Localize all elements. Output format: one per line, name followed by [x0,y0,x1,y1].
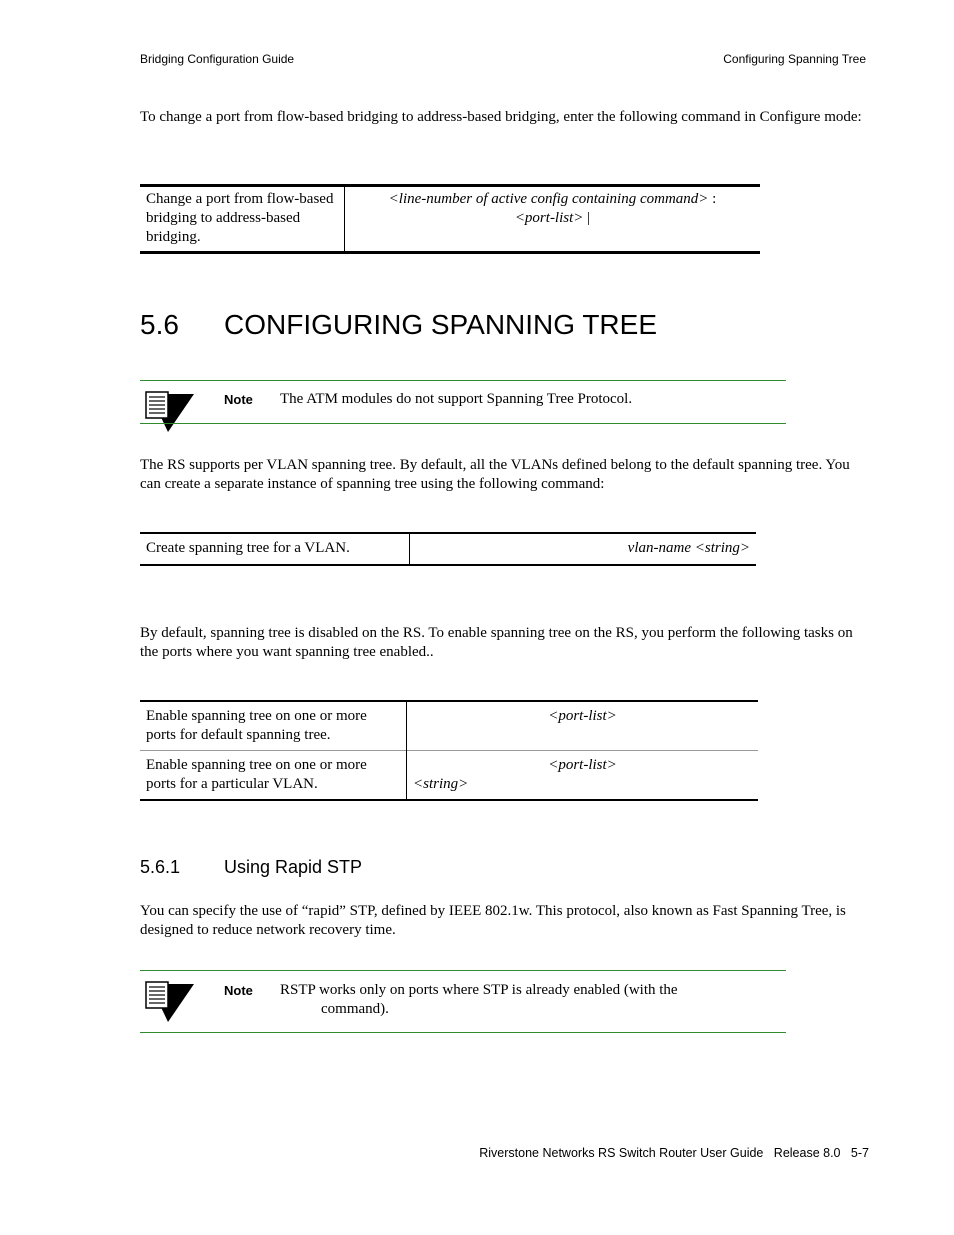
note-rule-top [140,970,786,971]
command-syntax [407,751,759,801]
rapid-stp-paragraph: You can specify the use of “rapid” STP, defined by IEEE 802.1w. This protocol, also known as Fast Spanning Tree, is designed to reduce network recovery time. [140,903,846,938]
enable-stp-paragraph: By default, spanning tree is disabled on the RS. To enable spanning tree on the RS, you perform the following tasks on the ports where you want spanning tree enabled.. [140,625,853,660]
vlan-spanning-paragraph: The RS supports per VLAN spanning tree. By default, all the VLANs defined belong to the default spanning tree. You can create a separate instance of spanning tree using the following command: [140,457,850,492]
section-heading [140,309,657,341]
table-row [140,186,760,253]
command-table-create-stp [140,532,756,566]
command-arg: <port-list> [548,708,617,724]
note-label: Note [224,392,253,407]
command-table-enable-stp [140,700,758,801]
command-arg: <port-list> [548,757,617,773]
note-text: The ATM modules do not support Spanning Tree Protocol. [280,391,633,407]
note-text-line1: RSTP works only on ports where STP is already enabled (with the [280,982,678,998]
note-text-line2: command). [321,1001,389,1017]
subsection-heading [140,857,362,878]
command-arg: <port-list> [514,210,584,226]
command-description: Enable spanning tree on one or more ports for default spanning tree. [140,701,407,751]
note-label: Note [224,983,253,998]
command-punct: : [708,191,717,207]
command-description: Change a port from flow-based bridging to address-based bridging. [140,186,345,253]
note-rule-top [140,380,786,381]
command-arg: <line-number of active config containing command> [388,191,709,207]
running-header-right: Configuring Spanning Tree [723,52,866,66]
command-description: Enable spanning tree on one or more ports for a particular VLAN. [140,751,407,801]
command-table-flow-bridging [140,184,760,254]
note-rule-bottom [140,423,786,424]
running-footer: Riverstone Networks RS Switch Router User Guide Release 8.0 5-7 [479,1146,869,1160]
note-icon [142,980,196,1029]
command-syntax [407,701,759,751]
subsection-title: Using Rapid STP [224,857,363,877]
table-row [140,701,758,751]
note-icon [142,390,196,439]
command-description: Create spanning tree for a VLAN. [140,533,410,565]
running-header-left: Bridging Configuration Guide [140,52,295,66]
command-syntax [345,186,761,253]
intro-paragraph: To change a port from flow-based bridging to address-based bridging, enter the following command in Configure mode: [140,109,862,125]
table-row [140,533,756,565]
note-rule-bottom [140,1032,786,1033]
command-arg: <string> [413,776,469,792]
command-punct: | [583,210,591,226]
section-number: 5.6 [140,309,179,340]
table-row [140,751,758,801]
command-syntax: vlan-name <string> [627,540,750,556]
section-title: CONFIGURING SPANNING TREE [224,309,658,340]
subsection-number: 5.6.1 [140,857,181,877]
